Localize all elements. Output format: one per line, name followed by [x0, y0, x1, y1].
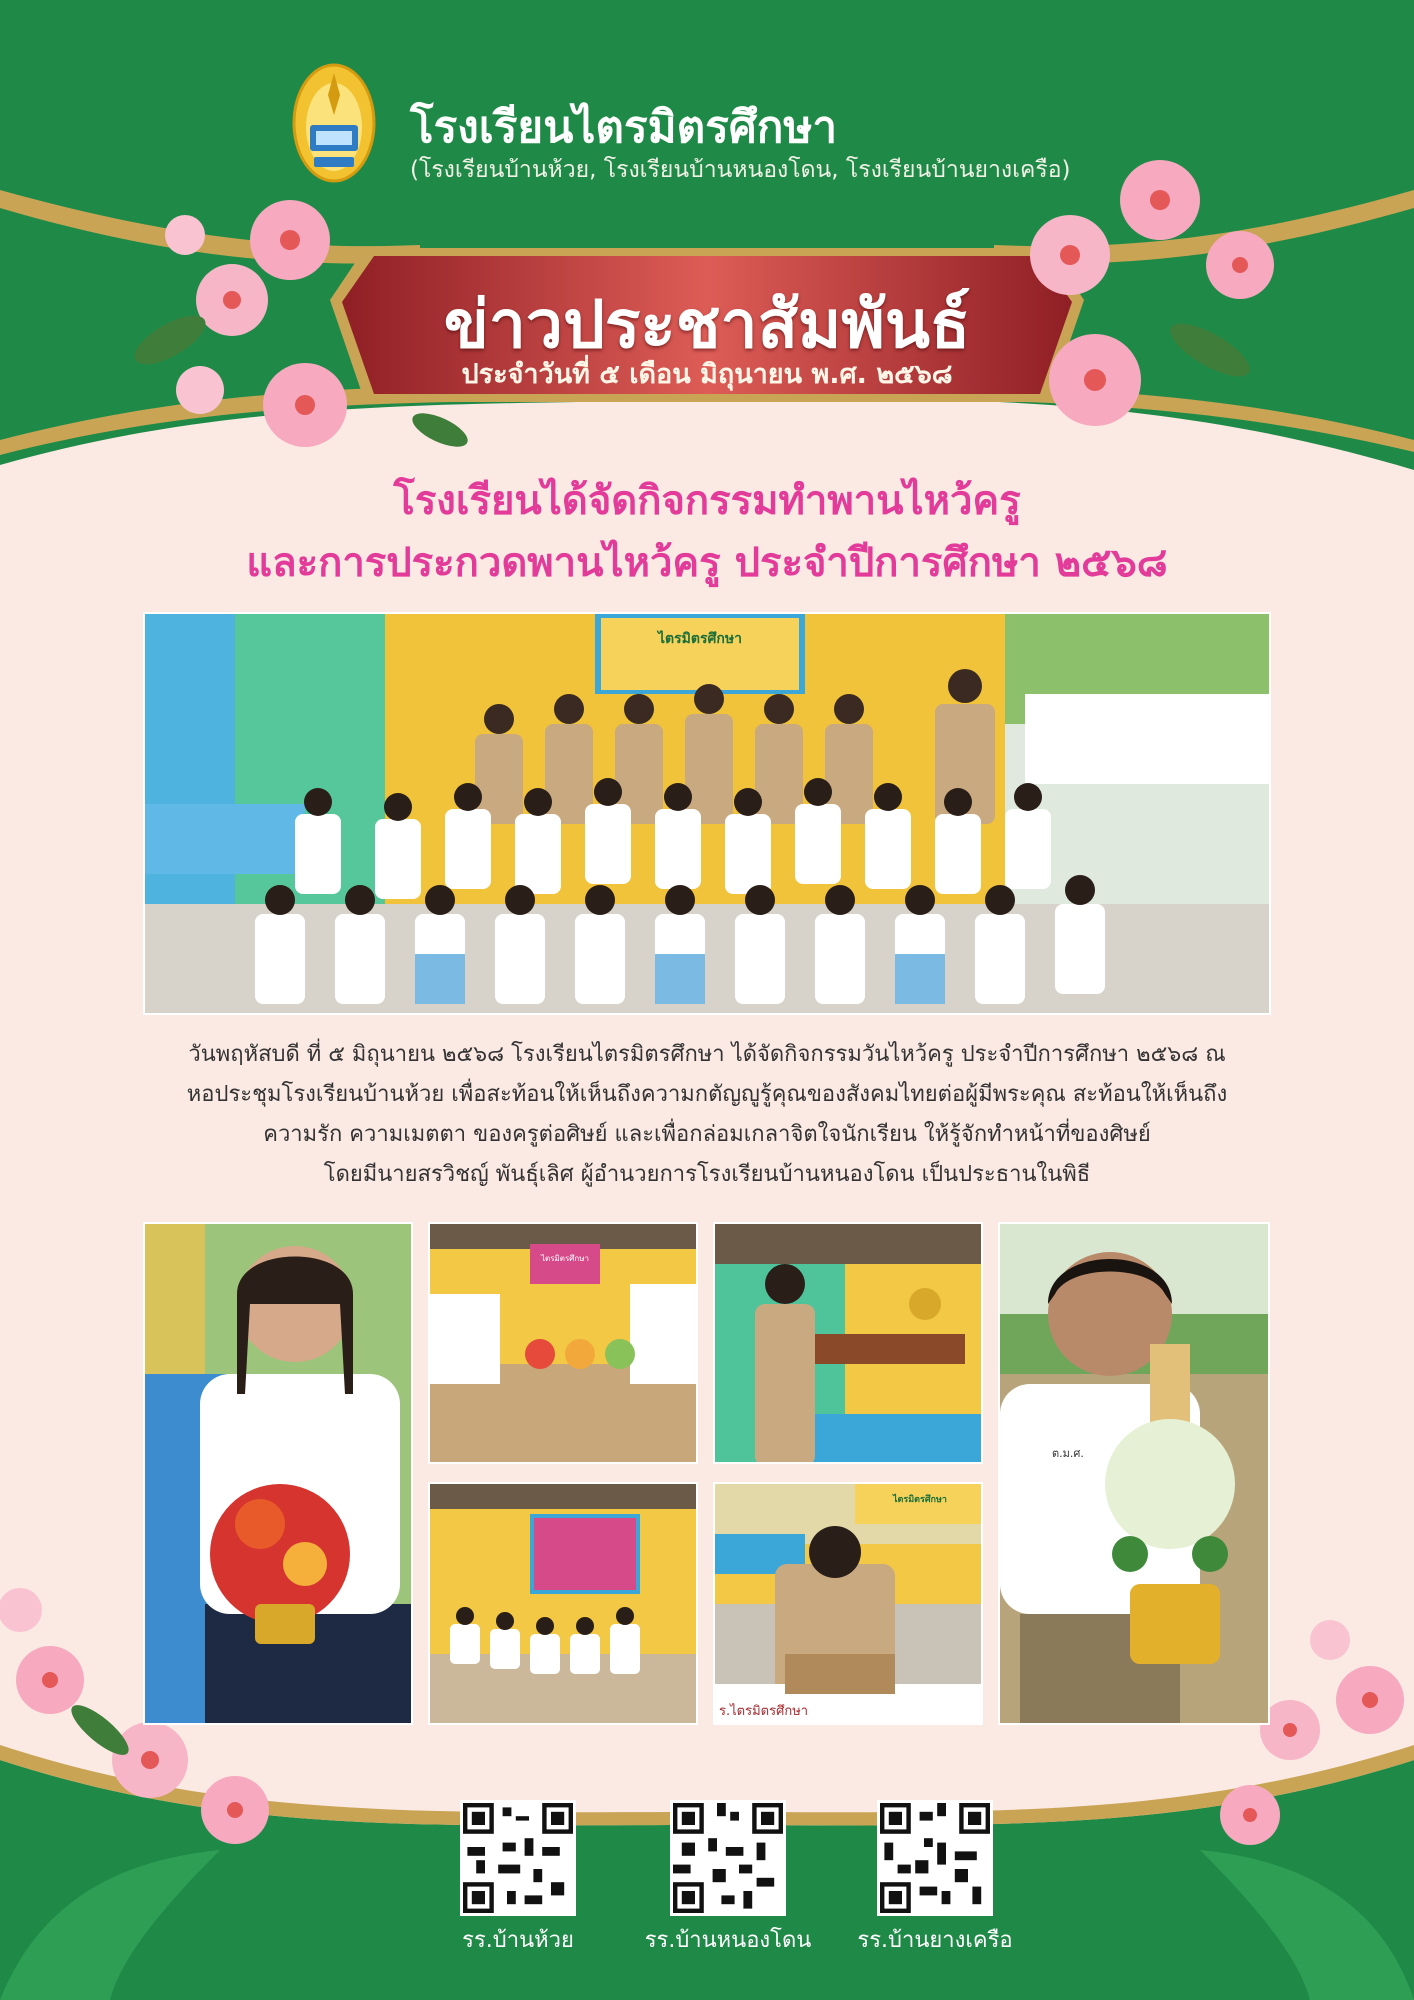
main-photo-banner-text: ไตรมิตรศึกษา — [658, 631, 742, 647]
headline-line-2: และการประกวดพานไหว้ครู ประจำปีการศึกษา ๒๕๖๘ — [246, 540, 1168, 586]
school-crest-icon — [288, 55, 380, 185]
qr-code-ban-yang-khruea-icon[interactable] — [877, 1800, 993, 1916]
body-line: วันพฤหัสบดี ที่ ๕ มิถุนายน ๒๕๖๘ โรงเรียนไตรมิตรศึกษา ได้จัดกิจกรรมวันไหว้ครู ประจำปีการศึกษา ๒๕๖๘ ณ — [188, 1042, 1226, 1067]
shirt-text: ต.ม.ศ. — [1052, 1447, 1084, 1460]
table-sign-text: ร.ไตรมิตรศึกษา — [719, 1704, 809, 1719]
qr-label-ban-huai: รร.บ้านห้วย — [462, 1928, 574, 1953]
photo-girl-flower-tray — [143, 1222, 413, 1725]
photo-teacher-altar — [713, 1222, 983, 1464]
body-line: ความรัก ความเมตตา ของครูต่อศิษย์ และเพื่อกล่อมเกลาจิตใจนักเรียน ให้รู้จักทำหน้าที่ของศิษย์ — [263, 1122, 1151, 1147]
banner-title: ข่าวประชาสัมพันธ์ — [443, 285, 971, 363]
main-group-photo — [143, 612, 1271, 1015]
headline-line-1: โรงเรียนได้จัดกิจกรรมทำพานไหว้ครู — [393, 478, 1021, 524]
body-paragraph — [120, 1035, 1294, 1195]
school-subtitle: (โรงเรียนบ้านห้วย, โรงเรียนบ้านหนองโดน, โรงเรียนบ้านยางเครือ) — [410, 157, 1071, 183]
hall-sign-text: ไตรมิตรศึกษา — [541, 1254, 589, 1263]
students-and-teachers — [145, 614, 1271, 1015]
photo-students-seated — [428, 1482, 698, 1725]
photo-hall-trays — [428, 1222, 698, 1464]
body-line: หอประชุมโรงเรียนบ้านห้วย เพื่อสะท้อนให้เห็นถึงความกตัญญูรู้คุณของสังคมไทยต่อผู้มีพระคุณ สะท้อนให้เห็นถึง — [186, 1082, 1228, 1107]
photo-teacher-table — [713, 1482, 983, 1725]
photo-boy-tray — [998, 1222, 1270, 1725]
qr-code-ban-nong-don-icon[interactable] — [670, 1800, 786, 1916]
qr-code-ban-huai-icon[interactable] — [460, 1800, 576, 1916]
qr-label-ban-nong-don: รร.บ้านหนองโดน — [644, 1928, 812, 1953]
body-line: โดยมีนายสรวิชญ์ พันธุ์เลิศ ผู้อำนวยการโรงเรียนบ้านหนองโดน เป็นประธานในพิธี — [323, 1162, 1091, 1187]
banner-date: ประจำวันที่ ๕ เดือน มิถุนายน พ.ศ. ๒๕๖๘ — [461, 359, 953, 390]
school-name: โรงเรียนไตรมิตรศึกษา — [410, 102, 838, 153]
table-photo-banner-text: ไตรมิตรศึกษา — [893, 1495, 947, 1505]
qr-label-ban-yang-khruea: รร.บ้านยางเครือ — [857, 1928, 1013, 1953]
